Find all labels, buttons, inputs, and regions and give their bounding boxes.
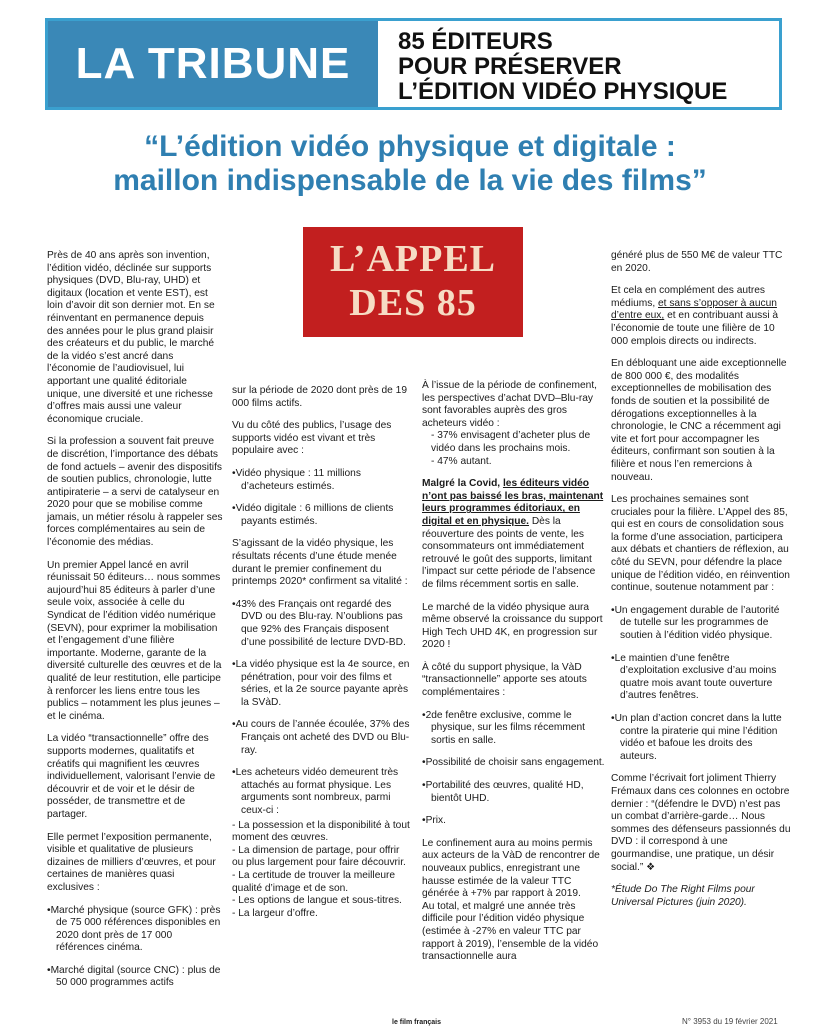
quote-line-2: maillon indispensable de la vie des films” bbox=[113, 164, 707, 197]
appel-line-2: DES 85 bbox=[349, 282, 477, 324]
bullet-item: •Prix. bbox=[422, 815, 446, 827]
article-column-4 bbox=[611, 250, 791, 919]
headline-line-1: 85 ÉDITEURS bbox=[398, 28, 553, 55]
dash-item: - Les options de langue et sous-titres. bbox=[232, 895, 402, 907]
issue-info: N° 3953 du 19 février 2021 bbox=[682, 1017, 778, 1026]
paragraph: Comme l’écrivait fort joliment Thierry Frémaux dans ces colonnes en octobre dernier : “(défendre le DVD) n’est pas un combat d’arrière-garde… Nous sommes des défenseurs passionnés du DVD : il correspond à une gourmandise, une pratique, un désir social.” ❖ bbox=[611, 773, 791, 873]
article-column-3 bbox=[422, 380, 607, 974]
bullet-item: •2de fenêtre exclusive, comme le physique, sur les films récemment sortis en salle. bbox=[422, 709, 585, 746]
paragraph: Elle permet l’exposition permanente, visible et qualitative de plusieurs dizaines de milliers d’œuvres, et pour certaines de manières quasi exclusives : bbox=[47, 831, 216, 893]
text: Et cela en complément des autres médiums, bbox=[611, 285, 766, 309]
bullet-item: •Un plan d’action concret dans la lutte contre la piraterie qui mine l’édition vidéo et bafoue les droits des auteurs. bbox=[611, 713, 782, 762]
paragraph: Près de 40 ans après son invention, l’édition vidéo, déclinée sur supports physiques (DVD, Blu-ray, UHD) et digitaux (location et vente EST), est loin d’avoir dit son dernier mot. En se réinventant en permanence depuis des années pour le plus grand plaisir des créateurs et du public, le marché de la vidéo s’est ancré dans l’économie de l’audiovisuel, lui apportant une qualité éditoriale unique, une diversité et une richesse d’offres mais aussi une valeur économique cruciale. bbox=[47, 250, 215, 425]
headline-line-2: POUR PRÉSERVER bbox=[398, 53, 622, 80]
headline bbox=[378, 21, 727, 107]
paragraph: S’agissant de la vidéo physique, les résultats récents d’une étude menée durant le premier confinement du printemps 2020* confirment sa vitalité : bbox=[232, 538, 408, 588]
appel-line-1: L’APPEL bbox=[329, 238, 497, 280]
bullet-item: •Un engagement durable de l’autorité de tutelle sur les programmes de soutien à l’édition vidéo physique. bbox=[611, 604, 780, 642]
text-underlined: et sans s’opposer à aucun d’entre eux, bbox=[611, 297, 777, 322]
paragraph: généré plus de 550 M€ de valeur TTC en 2020. bbox=[611, 250, 783, 274]
magazine-logo: le film français bbox=[392, 1019, 442, 1026]
paragraph bbox=[422, 478, 607, 591]
text: Dès la réouverture des points de vente, les consommateurs ont immédiatement retrouvé le goût des supports, limitant l’impact sur cette période de l’absence de films récemment sortis en salle. bbox=[422, 515, 596, 590]
text: et en contribuant aussi à l’économie de toute une filière de 10 000 emplois directs ou indirects. bbox=[611, 310, 779, 347]
dash-item: - 37% envisagent d’acheter plus de vidéo dans les prochains mois. bbox=[431, 430, 591, 454]
bullet-item: •Marché digital (source CNC) : plus de 50 000 programmes actifs bbox=[47, 964, 221, 989]
bullet-item: •Vidéo physique : 11 millions d’acheteurs estimés. bbox=[232, 467, 361, 492]
paragraph: Le marché de la vidéo physique aura même observé la croissance du support High Tech UHD 4K, en progression sur 2020 ! bbox=[422, 601, 603, 651]
dash-item: - La dimension de partage, pour offrir ou plus largement pour faire découvrir. bbox=[232, 844, 406, 869]
paragraph: Si la profession a souvent fait preuve de discrétion, l’importance des débats de fond actuels – avenir des dispositifs de soutien publics, chronologie, lutte antipiraterie – a servi de catalyseur en 2020 pour que se mobilise comme jamais, un métier résolu à rappeler ses forces complémentaires au sein de l’économie des médias. bbox=[47, 436, 223, 549]
paragraph: Un premier Appel lancé en avril réunissait 50 éditeurs… nous sommes aujourd’hui 85 éditeurs à parler d’une seule voix, associée à celle du Syndicat de l’édition vidéo numérique (SEVN), pour exprimer la mobilisation et l’engagement d’une filière importante. Moderne, garante de la diversité culturelle des œuvres et de la qualité de leur restitution, elle participe à renforcer les liens entre tous les publics – notamment les plus jeunes – et le cinéma. bbox=[47, 559, 222, 722]
dash-item: - La largeur d’offre. bbox=[232, 907, 318, 919]
paragraph: À côté du support physique, la VàD “transactionnelle” apporte ses atouts complémentaires : bbox=[422, 661, 587, 699]
bullet-item: •Marché physique (source GFK) : près de 75 000 références disponibles en 2020 dont près de 17 000 références cinéma. bbox=[47, 904, 221, 954]
bullet-item: •Les acheteurs vidéo demeurent très attachés au format physique. Les arguments sont nombreux, parmi ceux-ci : bbox=[232, 767, 399, 817]
headline-line-3: L’ÉDITION VIDÉO PHYSIQUE bbox=[398, 78, 728, 105]
dash-item: - La possession et la disponibilité à tout moment des œuvres. bbox=[232, 819, 410, 844]
text-underlined: les éditeurs vidéo n’ont pas baissé les bras, maintenant leurs programmes éditoriaux, en digital et en physique. bbox=[422, 478, 604, 527]
bullet-item: •Le maintien d’une fenêtre d’exploitation exclusive d’au moins quatre mois avant toute ouverture d’autres fenêtres. bbox=[611, 652, 777, 702]
quote-line-1: “L’édition vidéo physique et digitale : bbox=[144, 130, 676, 163]
bullet-item: •Vidéo digitale : 6 millions de clients payants estimés. bbox=[232, 503, 394, 527]
bullet-item: •Portabilité des œuvres, qualité HD, bientôt UHD. bbox=[422, 780, 584, 804]
bullet-item: •Au cours de l’année écoulée, 37% des Français ont acheté des DVD ou Blu-ray. bbox=[232, 719, 410, 756]
section-title: LA TRIBUNE bbox=[48, 21, 378, 107]
paragraph: La vidéo “transactionnelle” offre des supports modernes, qualitatifs et créatifs qui magnifient les œuvres individuellement, valorisant l’envie de découvrir et de voir et le désir de posséder, de transmettre et de partager. bbox=[47, 733, 216, 820]
appel-logo bbox=[303, 227, 523, 337]
paragraph: Les prochaines semaines sont cruciales pour la filière. L’Appel des 85, qui est en cours de consolidation sous la forme d’une association, participera aux débats et chantiers de réflexion, au côté du SEVN, pour défendre la place unique de l’édition vidéo, en réinvention continue, soutenue notamment par : bbox=[611, 494, 790, 594]
paragraph: Vu du côté des publics, l’usage des supports vidéo est vivant et très populaire avec : bbox=[232, 420, 392, 457]
bullet-item: •43% des Français ont regardé des DVD ou des Blu-ray. N’oublions pas que 92% des Français disposent d’une possibilité de lecture DVD-BD. bbox=[232, 598, 406, 648]
text-bold: Malgré la Covid, bbox=[422, 478, 503, 490]
dash-item: - La certitude de trouver la meilleure qualité d’image et de son. bbox=[232, 870, 396, 894]
paragraph bbox=[611, 285, 791, 348]
article-column-2 bbox=[232, 385, 412, 920]
paragraph: Au total, et malgré une année très difficile pour l’édition vidéo physique (estimée à -27% en valeur TTC par rapport à 2019), l’ensemble de la vidéo transactionnelle aura bbox=[422, 900, 599, 963]
paragraph: sur la période de 2020 dont près de 19 000 films actifs. bbox=[232, 385, 408, 409]
dash-item: - 47% autant. bbox=[431, 455, 492, 467]
paragraph: Le confinement aura au moins permis aux acteurs de la VàD de rencontrer de nouveaux publics, enregistrant une hausse estimée de la valeur TTC générée à +7% par rapport à 2019. bbox=[422, 837, 600, 900]
paragraph: En débloquant une aide exceptionnelle de 800 000 €, des modalités exceptionnelles de mobilisation des fonds de soutien et la possibilité de dérogations exceptionnelles à la chronologie, le CNC a récemment agi vite et fort pour accompagner les éditeurs, confirmant son soutien à la filière et nous l’en remercions à nouveau. bbox=[611, 358, 787, 483]
bullet-item: •Possibilité de choisir sans engagement. bbox=[422, 757, 605, 769]
footnote: *Étude Do The Right Films pour Universal Pictures (juin 2020). bbox=[611, 884, 755, 908]
pull-quote bbox=[60, 130, 760, 198]
article-column-1 bbox=[47, 250, 223, 1000]
paragraph: À l’issue de la période de confinement, les perspectives d’achat DVD–Blu-ray sont favorables auprès des gros acheteurs vidéo : bbox=[422, 380, 597, 429]
header-banner bbox=[45, 18, 782, 110]
bullet-item: •La vidéo physique est la 4e source, en pénétration, pour voir des films et séries, et la 2e source payante après la SVàD. bbox=[232, 659, 410, 708]
